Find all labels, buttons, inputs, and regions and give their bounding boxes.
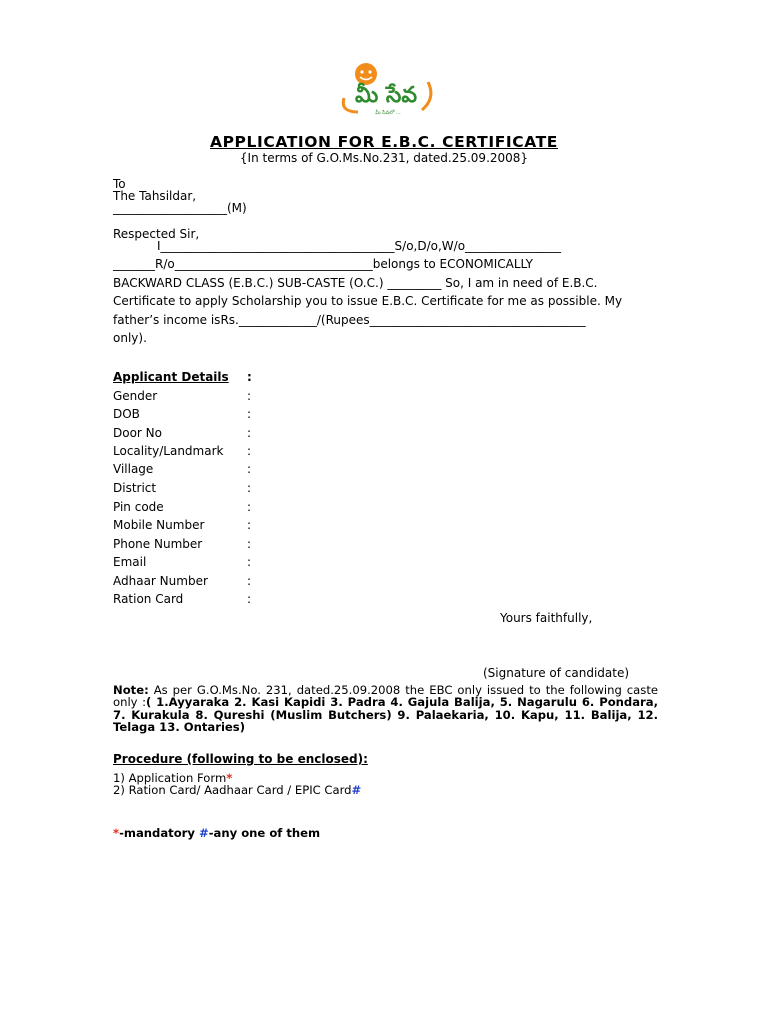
field-colon: : <box>247 407 252 421</box>
field-label-phone: Phone Number <box>113 537 203 551</box>
address-to: To <box>113 177 126 191</box>
marker-legend <box>113 826 320 840</box>
field-label-dob: DOB <box>113 407 140 421</box>
meeseva-logo <box>336 60 436 118</box>
field-label-adhaar: Adhaar Number <box>113 574 208 588</box>
legend-hash-text: -any one of them <box>208 826 321 840</box>
field-label-district: District <box>113 481 157 495</box>
field-colon: : <box>247 389 252 403</box>
field-label-locality: Locality/Landmark <box>113 444 224 458</box>
field-colon: : <box>247 444 252 458</box>
note-castes: ( 1.Ayyaraka 2. Kasi Kapidi 3. Padra 4. Gajula Balija, 5. Nagarulu 6. Pondara, 7. Kurakula 8. Qureshi (Muslim Butchers) 9. Palaekaria, 10. Kapu, 11. Balija, 12. Telaga 13. Ontaries) <box>113 695 658 735</box>
field-colon: : <box>247 518 252 532</box>
field-label-door-no: Door No <box>113 426 162 440</box>
field-label-email: Email <box>113 555 147 569</box>
body-line-5: father’s income isRs._____________/(Rupees____________________________________ <box>113 313 586 327</box>
logo-script-text: మీ సేవ <box>354 83 418 108</box>
field-label-pin-code: Pin code <box>113 500 164 514</box>
body-line-4: Certificate to apply Scholarship you to issue E.B.C. Certificate for me as possible. My <box>113 294 623 308</box>
field-colon: : <box>247 574 252 588</box>
address-mandal-line: ___________________(M) <box>113 201 247 215</box>
body-line-2: _______R/o_________________________________belongs to ECONOMICALLY <box>113 257 533 271</box>
field-label-gender: Gender <box>113 389 158 403</box>
field-colon: : <box>247 426 252 440</box>
field-label-ration-card: Ration Card <box>113 592 184 606</box>
note-text: As per G.O.Ms.No. 231, dated.25.09.2008 the EBC only issued to the following caste only : <box>113 683 659 710</box>
document-subtitle: {In terms of G.O.Ms.No.231, dated.25.09.2008} <box>239 151 529 165</box>
applicant-details-heading: Applicant Details <box>113 370 229 384</box>
salutation: Respected Sir, <box>113 227 200 241</box>
legend-star: * <box>113 826 120 840</box>
address-recipient: The Tahsildar, <box>113 189 197 203</box>
legend-star-text: -mandatory <box>119 826 199 840</box>
procedure-heading: Procedure (following to be enclosed): <box>113 752 368 766</box>
field-colon: : <box>247 462 252 476</box>
field-colon: : <box>247 592 252 606</box>
field-label-mobile: Mobile Number <box>113 518 205 532</box>
body-line-6: only). <box>113 331 147 345</box>
logo-tagline: మీ సేవలో ... <box>375 110 401 116</box>
mandatory-marker: * <box>226 771 233 785</box>
any-one-marker: # <box>351 783 362 797</box>
signature-label: (Signature of candidate) <box>483 666 630 680</box>
legend-hash: # <box>199 826 209 840</box>
procedure-item-text: 1) Application Form <box>113 771 227 785</box>
procedure-item-text: 2) Ration Card/ Aadhaar Card / EPIC Card <box>113 783 352 797</box>
note-paragraph <box>113 684 658 734</box>
document-title: APPLICATION FOR E.B.C. CERTIFICATE <box>210 133 558 151</box>
applicant-details-colon: : <box>247 370 252 384</box>
field-colon: : <box>247 500 252 514</box>
field-label-village: Village <box>113 462 154 476</box>
field-colon: : <box>247 555 252 569</box>
body-line-3: BACKWARD CLASS (E.B.C.) SUB-CASTE (O.C.) _________ So, I am in need of E.B.C. <box>113 276 598 290</box>
field-colon: : <box>247 481 252 495</box>
body-line-1: I_______________________________________S/o,D/o,W/o________________ <box>157 239 562 253</box>
procedure-item-2 <box>113 783 361 797</box>
note-label: Note: <box>113 683 149 697</box>
closing-text: Yours faithfully, <box>500 611 593 625</box>
field-colon: : <box>247 537 252 551</box>
